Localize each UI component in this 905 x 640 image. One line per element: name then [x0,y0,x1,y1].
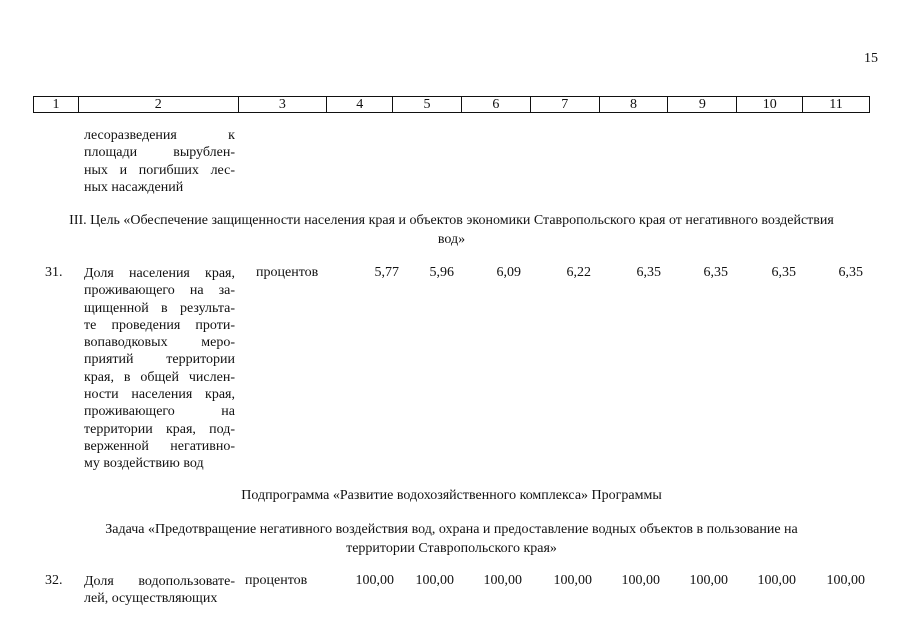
indicator-value: 5,77 [374,265,399,280]
indicator-value: 6,35 [636,265,661,280]
unit-of-measure: процентов [245,573,308,588]
description-line: Доля населения края, [84,266,235,281]
description-line: щищенной в результа- [84,300,235,316]
row-description [84,265,235,473]
description-line: ности населения края, [84,387,235,403]
row-description [84,573,235,608]
indicator-value: 100,00 [483,573,522,588]
description-line: лей, осуществляющих [84,591,218,607]
description-line: ных насаждений [84,179,184,195]
description-line: те проведения проти- [84,317,235,333]
task-heading-line: территории Ставропольского края» [346,541,557,556]
column-number: 3 [239,97,328,112]
indicator-value: 6,35 [703,265,728,280]
column-number: 7 [531,97,600,112]
indicator-value: 100,00 [757,573,796,588]
indicator-value: 6,35 [838,265,863,280]
indicator-value: 100,00 [621,573,660,588]
indicator-value: 5,96 [429,265,454,280]
page-number: 15 [864,51,878,66]
description-line: края, в общей числен- [84,369,235,385]
column-number: 2 [79,97,239,112]
continued-row-description [84,127,235,196]
description-line: приятий территории [84,352,235,368]
unit-of-measure: процентов [256,265,319,280]
description-line: лесоразведения к [84,128,235,143]
indicator-value: 6,09 [496,265,521,280]
description-line: площади вырублен- [84,145,235,161]
row-number: 32. [45,573,63,588]
description-line: вопаводковых меро- [84,335,235,351]
goal-heading-line: III. Цель «Обеспечение защищенности населения края и объектов экономики Ставропольского края от негативного воздействия [69,213,834,228]
subprogram-heading: Подпрограмма «Развитие водохозяйственного комплекса» Программы [241,488,662,503]
description-line: верженной негативно- [84,438,235,454]
task-heading [33,520,870,558]
description-line: проживающего на за- [84,283,235,299]
description-line: проживающего на [84,404,235,420]
description-line: ных и погибших лес- [84,162,235,178]
indicator-value: 100,00 [826,573,865,588]
description-line: Доля водопользовате- [84,574,235,589]
column-number-header [33,96,870,113]
column-number: 9 [668,97,737,112]
column-number: 11 [829,97,843,112]
indicator-value: 6,35 [771,265,796,280]
row-number: 31. [45,265,63,280]
goal-heading [33,211,870,249]
description-line: му воздействию вод [84,456,204,472]
column-number: 1 [34,97,79,112]
description-line: территории края, под- [84,421,235,437]
column-number: 10 [737,97,803,112]
indicator-value: 100,00 [689,573,728,588]
indicator-value: 100,00 [553,573,592,588]
task-heading-line: Задача «Предотвращение негативного воздействия вод, охрана и предоставление водных объектов в пользование на [105,522,798,537]
column-number: 4 [327,97,393,112]
indicator-value: 6,22 [566,265,591,280]
goal-heading-line: вод» [437,232,466,247]
column-number: 8 [600,97,669,112]
column-number: 5 [393,97,462,112]
indicator-value: 100,00 [415,573,454,588]
indicator-value: 100,00 [355,573,394,588]
column-number: 6 [462,97,531,112]
